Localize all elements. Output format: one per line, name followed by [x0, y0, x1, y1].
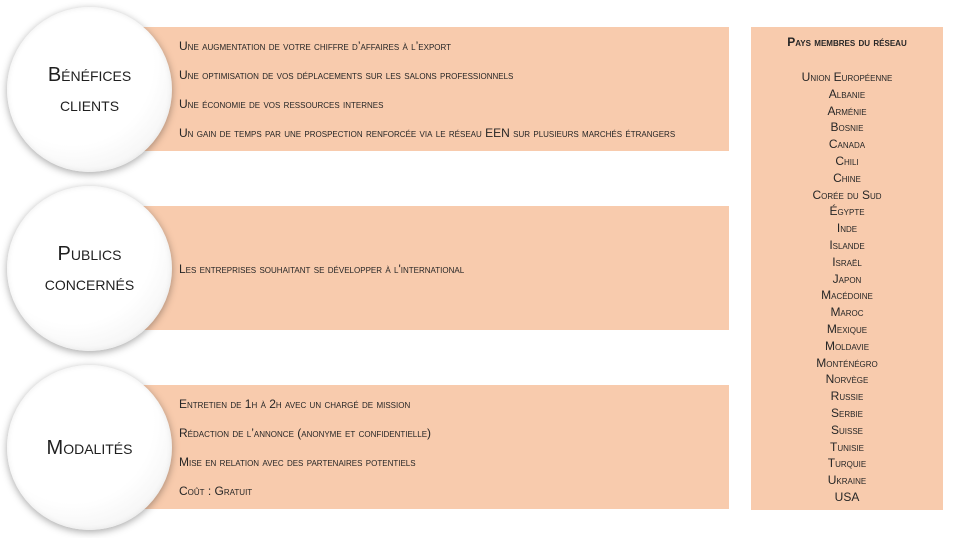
member-countries-panel [751, 27, 943, 510]
benefit-item: Une économie de vos ressources internes [179, 97, 384, 111]
country-item: Chine [833, 170, 861, 185]
benefits-title-line1: Bénéfices [47, 63, 132, 86]
country-item: Inde [836, 221, 858, 236]
country-item: Canada [828, 137, 866, 152]
country-item: Macédoine [821, 288, 873, 303]
country-item: Tunisie [829, 439, 864, 454]
terms-item: Mise en relation avec des partenaires potentiels [179, 455, 416, 469]
country-item: Mexique [826, 321, 868, 336]
country-item: Ukraine [827, 473, 867, 488]
terms-item: Rédaction de l’annonce (anonyme et confidentielle) [179, 426, 432, 440]
terms-title-line1: Modalités [46, 436, 133, 459]
benefits-circle [7, 7, 172, 172]
country-item: Islande [829, 237, 865, 252]
member-countries-title: Pays membres du réseau [787, 35, 907, 49]
country-item: Union Européenne [801, 70, 893, 84]
country-item: Égypte [829, 204, 865, 219]
country-item: Israël [832, 254, 862, 269]
country-item: Chili [835, 153, 859, 168]
country-item: Serbie [830, 405, 863, 420]
country-item: Moldavie [824, 338, 870, 353]
country-item: Suisse [830, 422, 863, 437]
benefits-title [25, 60, 155, 120]
benefit-item: Une augmentation de votre chiffre d’affaires à l’export [179, 39, 452, 53]
terms-circle [7, 365, 172, 530]
country-list [751, 69, 943, 506]
terms-title [25, 433, 155, 463]
country-item: Japon [832, 271, 862, 286]
country-item: Turquie [827, 456, 867, 471]
terms-band [143, 385, 729, 509]
audience-item: Les entreprises souhaitant se développer à l'international [179, 262, 465, 276]
country-item: Bosnie [830, 120, 864, 135]
country-item: Arménie [827, 103, 867, 118]
country-item: USA [834, 489, 860, 504]
country-item: Albanie [828, 86, 866, 101]
terms-item: Coût : Gratuit [179, 484, 253, 498]
benefit-item: Un gain de temps par une prospection renforcée via le réseau EEN sur plusieurs marchés étrangers [179, 126, 676, 140]
benefits-title-line2: clients [59, 93, 120, 116]
country-item: Maroc [830, 305, 864, 320]
country-item: Corée du Sud [812, 187, 882, 202]
benefit-item: Une optimisation de vos déplacements sur les salons professionnels [179, 68, 514, 82]
audience-title-line1: Publics [57, 242, 122, 265]
benefits-band [143, 27, 729, 151]
audience-band [143, 206, 729, 330]
country-item: Russie [830, 389, 864, 404]
audience-title [25, 239, 155, 299]
country-item: Norvège [825, 372, 869, 387]
audience-circle [7, 186, 172, 351]
audience-title-line2: concernés [44, 272, 135, 295]
country-item: Monténégro [816, 355, 878, 370]
terms-item: Entretien de 1h à 2h avec un chargé de mission [179, 397, 411, 411]
